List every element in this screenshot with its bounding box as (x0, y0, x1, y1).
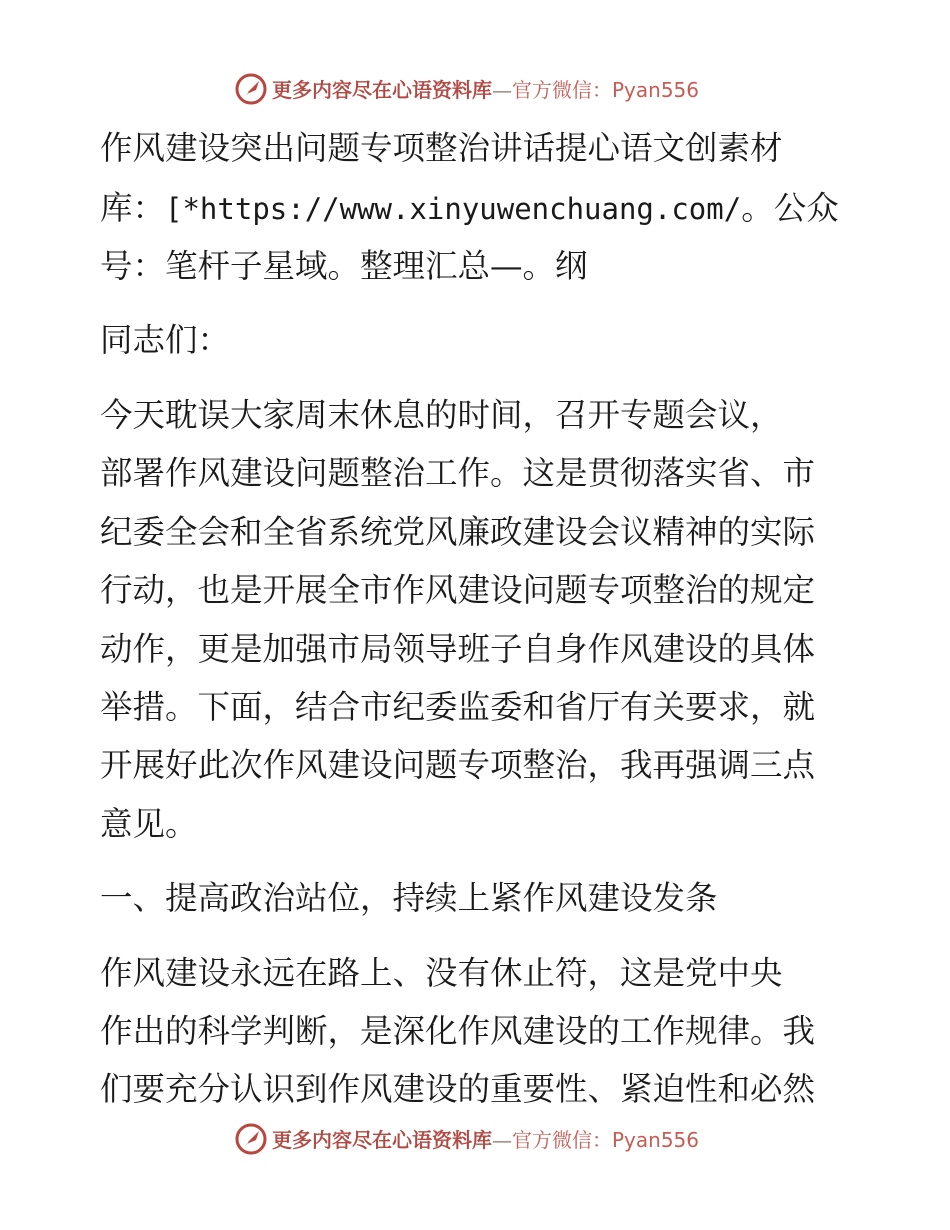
paragraph-1-line-5: 动作，更是加强市局领导班子自身作风建设的具体 (100, 630, 816, 668)
watermark-contact: 官方微信：Pyan556 (512, 78, 700, 102)
quill-logo-icon (234, 1122, 268, 1156)
title-line-3: 号：笔杆子星域。整理汇总—。纲 (100, 247, 588, 285)
section-heading-1: 一、提高政治站位，持续上紧作风建设发条 (100, 879, 718, 917)
paragraph-1-line-2: 部署作风建设问题整治工作。这是贯彻落实省、市 (100, 454, 816, 492)
watermark-separator: — (492, 78, 512, 102)
watermark-text (272, 1128, 699, 1152)
paragraph-1-line-8: 意见。 (100, 805, 198, 843)
watermark-contact: 官方微信：Pyan556 (512, 1128, 700, 1152)
footer-watermark-banner (0, 1120, 950, 1160)
paragraph-2-line-2: 作出的科学判断，是深化作风建设的工作规律。我 (100, 1012, 816, 1050)
watermark-text (272, 78, 699, 102)
title-suffix: 。公众 (741, 189, 839, 227)
paragraph-2-line-1: 作风建设永远在路上、没有休止符，这是党中央 (100, 954, 783, 992)
title-line-1: 作风建设突出问题专项整治讲话提心语文创素材 (100, 129, 783, 167)
paragraph-1-line-7: 开展好此次作风建设问题专项整治，我再强调三点 (100, 746, 816, 784)
paragraph-2-line-3: 们要充分认识到作风建设的重要性、紧迫性和必然 (100, 1070, 816, 1108)
paragraph-1-line-3: 纪委全会和全省系统党风廉政建设会议精神的实际 (100, 513, 816, 551)
header-watermark-banner (0, 70, 950, 110)
title-url: [*https://www.xinyuwenchuang.com/ (165, 192, 742, 226)
watermark-separator: — (492, 1128, 512, 1152)
paragraph-1-line-4: 行动，也是开展全市作风建设问题专项整治的规定 (100, 571, 816, 609)
watermark-label: 更多内容尽在心语资料库 (272, 1128, 492, 1152)
title-prefix: 库： (100, 189, 166, 227)
title-line-2 (100, 188, 839, 229)
paragraph-1-line-1: 今天耽误大家周末休息的时间，召开专题会议， (100, 396, 783, 434)
watermark-label: 更多内容尽在心语资料库 (272, 78, 492, 102)
paragraph-1-line-6: 举措。下面，结合市纪委监委和省厅有关要求，就 (100, 688, 816, 726)
quill-logo-icon (234, 72, 268, 106)
salutation: 同志们： (100, 321, 231, 359)
